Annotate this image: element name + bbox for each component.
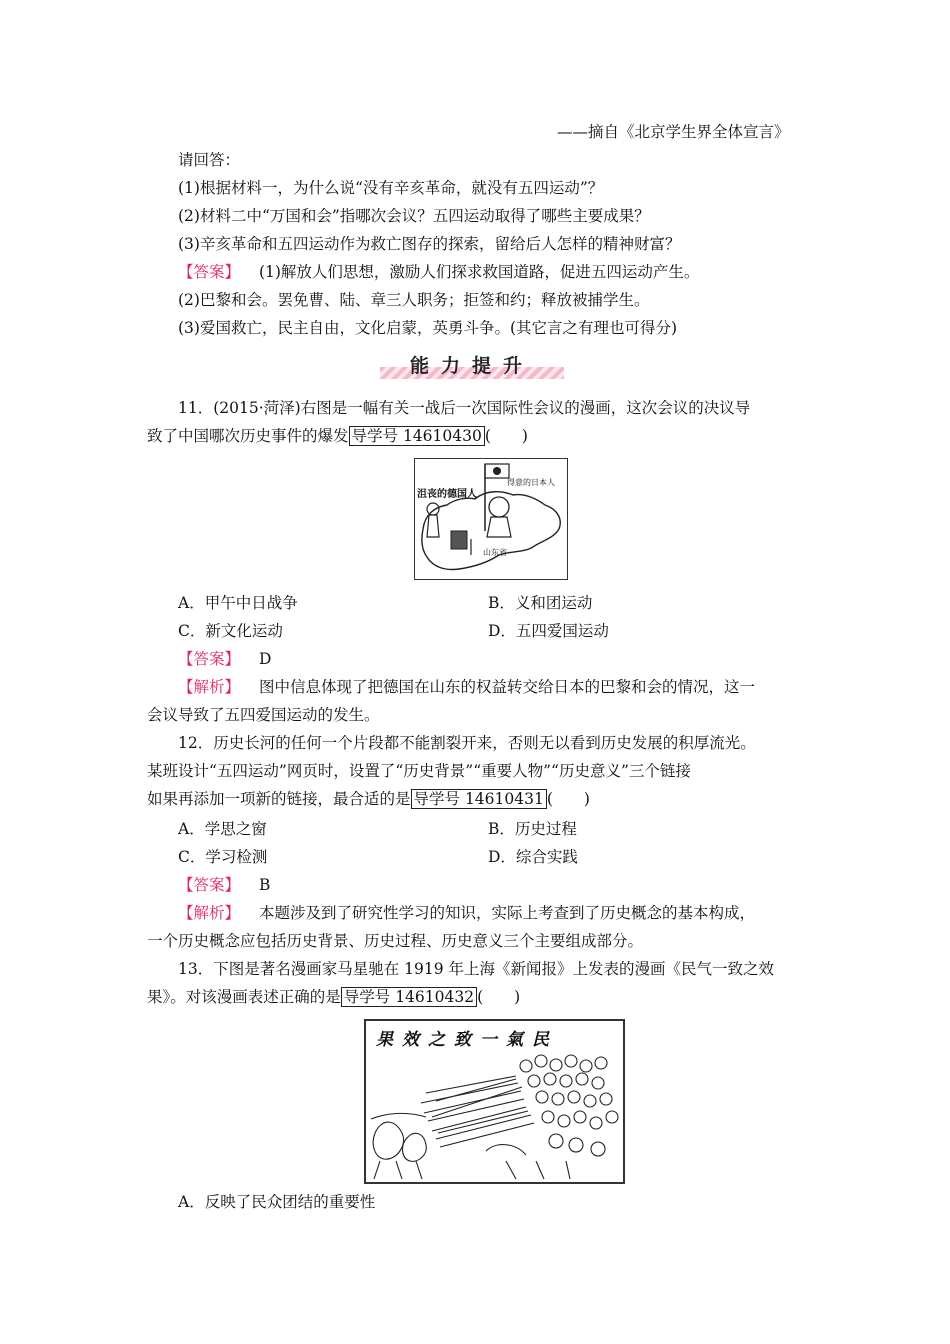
- sub-question-3: (3)辛亥革命和五四运动作为救亡图存的探索，留给后人怎样的精神财富？: [178, 235, 681, 253]
- answer-tag: 【答案】: [178, 263, 241, 281]
- q11-option-a: A．甲午中日战争: [178, 594, 298, 612]
- q12-option-c: C．学习检测: [178, 848, 268, 866]
- answer-2: (2)巴黎和会。罢免曹、陆、章三人职务；拒签和约；释放被捕学生。: [178, 291, 650, 309]
- label-province: 山东省: [483, 548, 507, 557]
- label-japanese: 得意的日本人: [507, 478, 555, 487]
- q11-answer: D: [258, 650, 272, 668]
- q13-text-line1: 13．下图是著名漫画家马星驰在 1919 年上海《新闻报》上发表的漫画《民气一致之效: [178, 960, 775, 978]
- q11-text-line2: 致了中国哪次历史事件的爆发 导学号 14610430 ( ): [147, 427, 528, 445]
- q11-analysis-line2: 会议导致了五四爱国运动的发生。: [147, 706, 380, 724]
- q12-text-line1: 12．历史长河的任何一个片段都不能割裂开来，否则无以看到历史发展的积厚流光。: [178, 734, 756, 752]
- label-german: 沮丧的德国人: [417, 489, 477, 500]
- cartoon-title: 果效之致一氣民: [376, 1030, 558, 1050]
- source-citation: ——摘自《北京学生界全体宣言》: [557, 123, 790, 141]
- q11-analysis-line1: 图中信息体现了把德国在山东的权益转交给日本的巴黎和会的情况，这一: [258, 678, 755, 696]
- q12-option-d: D．综合实践: [488, 848, 578, 866]
- q11-option-d: D．五四爱国运动: [488, 622, 609, 640]
- q11-text-line1: 11．(2015·菏泽)右图是一幅有关一战后一次国际性会议的漫画，这次会议的决议导: [178, 399, 751, 417]
- answer-paren: ( ): [546, 790, 590, 808]
- analysis-tag: 【解析】: [178, 678, 241, 696]
- cartoon-shandong: [414, 458, 568, 580]
- q11-analysis-row: [178, 677, 755, 697]
- answer-1: (1)解放人们思想，激励人们探求救国道路，促进五四运动产生。: [258, 263, 700, 281]
- guide-number: 导学号 14610431: [411, 789, 547, 809]
- q12-option-a: A．学思之窗: [178, 820, 267, 838]
- cartoon-public-spirit: [364, 1019, 625, 1184]
- q11-answer-row: [178, 649, 271, 669]
- q13-text-line2: 果》。对该漫画表述正确的是 导学号 14610432 ( ): [147, 988, 521, 1006]
- q12-analysis-line2: 一个历史概念应包括历史背景、历史过程、历史意义三个主要组成部分。: [147, 932, 644, 950]
- answer-paren: ( ): [484, 427, 528, 445]
- section-title-text: 能力提升: [409, 355, 534, 377]
- guide-number: 导学号 14610430: [349, 426, 485, 446]
- q12-text-line2: 某班设计“五四运动”网页时，设置了“历史背景”“重要人物”“历史意义”三个链接: [147, 762, 691, 780]
- answer-row: [178, 262, 699, 282]
- q13-option-a: A．反映了民众团结的重要性: [178, 1193, 376, 1211]
- q12-answer: B: [258, 876, 271, 894]
- sub-question-2: (2)材料二中“万国和会”指哪次会议？五四运动取得了哪些主要成果？: [178, 207, 650, 225]
- answer-tag: 【答案】: [178, 876, 241, 894]
- q12-answer-row: [178, 875, 270, 895]
- answer-paren: ( ): [477, 988, 521, 1006]
- q12-option-b: B．历史过程: [488, 820, 577, 838]
- prompt-text: 请回答：: [178, 151, 241, 169]
- answer-tag: 【答案】: [178, 650, 241, 668]
- section-title: [372, 349, 572, 383]
- q11-option-c: C．新文化运动: [178, 622, 283, 640]
- guide-number: 导学号 14610432: [341, 987, 477, 1007]
- q11-option-b: B．义和团运动: [488, 594, 593, 612]
- sub-question-1: (1)根据材料一，为什么说“没有辛亥革命，就没有五四运动”？: [178, 179, 604, 197]
- q12-analysis-row: [178, 903, 755, 923]
- analysis-tag: 【解析】: [178, 904, 241, 922]
- q12-analysis-line1: 本题涉及到了研究性学习的知识，实际上考查到了历史概念的基本构成，: [258, 904, 755, 922]
- answer-3: (3)爱国救亡，民主自由，文化启蒙，英勇斗争。(其它言之有理也可得分): [178, 319, 678, 337]
- q12-text-line3: 如果再添加一项新的链接，最合适的是 导学号 14610431 ( ): [147, 790, 590, 808]
